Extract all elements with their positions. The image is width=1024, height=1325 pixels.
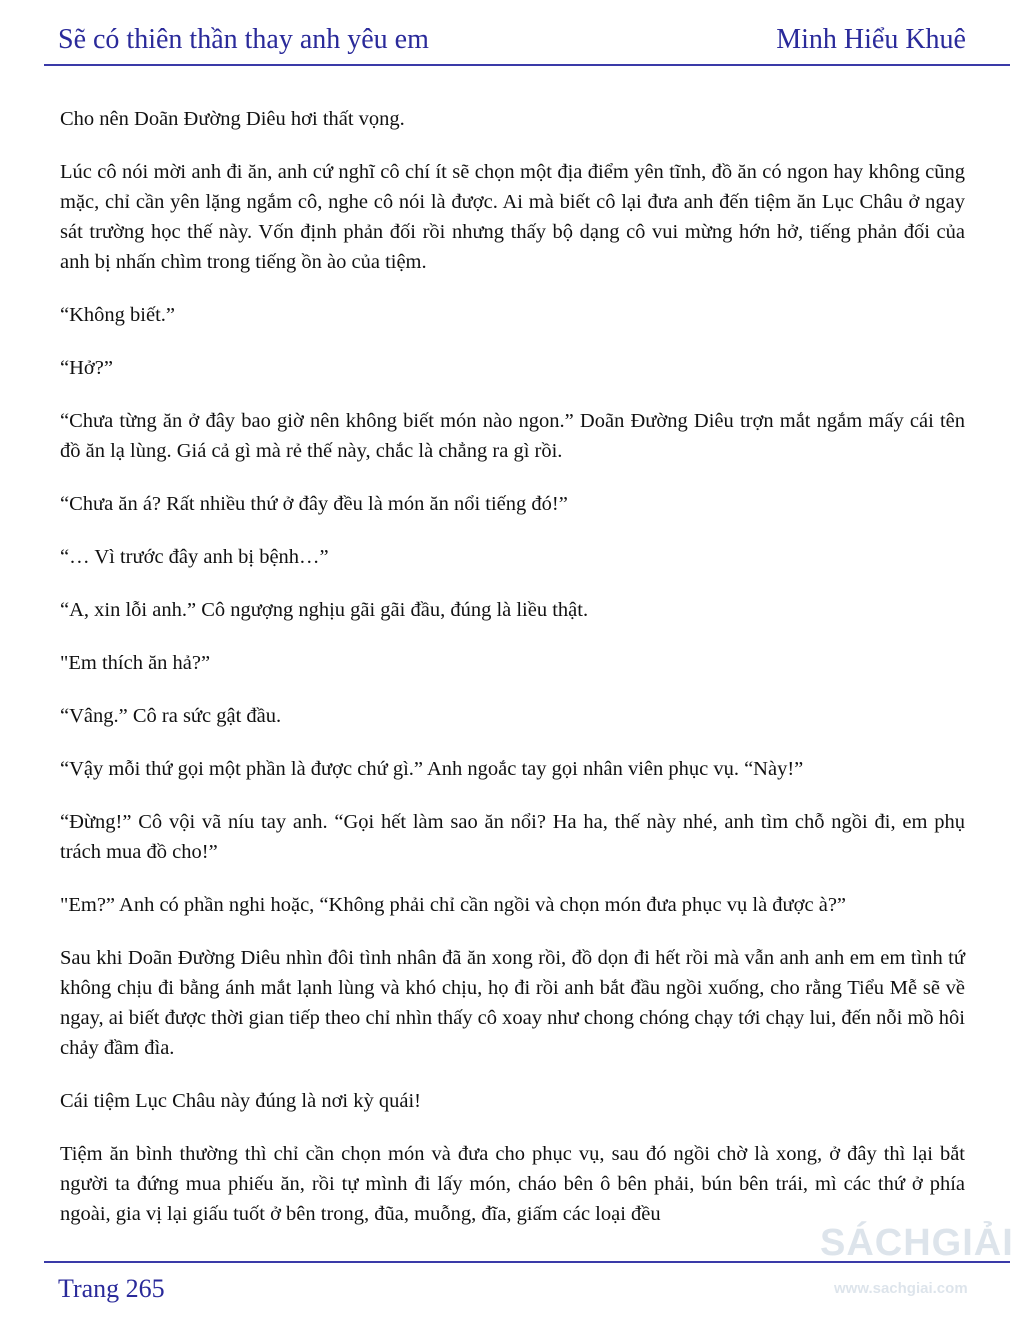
- page-body: [60, 104, 965, 1252]
- paragraph: "Em?” Anh có phần nghi hoặc, “Không phải chỉ cần ngồi và chọn món đưa phục vụ là được à?”: [60, 894, 847, 916]
- paragraph: "Em thích ăn hả?”: [60, 652, 211, 674]
- paragraph: Sau khi Doãn Đường Diêu nhìn đôi tình nhân đã ăn xong rồi, đồ dọn đi hết rồi mà vẫn anh anh em em tình tứ không chịu đi bằng ánh mắt lạnh lùng và khó chịu, họ đi rồi anh bắt đầu ngồi xuống, cho rằng Tiểu Mễ sẽ về ngay, ai biết được thời gian tiếp theo chỉ nhìn thấy cô xoay như chong chóng chạy tới chạy lui, đến nỗi mồ hôi chảy đầm đìa.: [60, 947, 965, 1059]
- watermark-url: www.sachgiai.com: [834, 1280, 968, 1297]
- paragraph: Cái tiệm Lục Châu này đúng là nơi kỳ quái!: [60, 1090, 421, 1112]
- paragraph: Cho nên Doãn Đường Diêu hơi thất vọng.: [60, 108, 405, 130]
- watermark: [820, 1218, 1020, 1318]
- paragraph: “Chưa ăn á? Rất nhiều thứ ở đây đều là món ăn nổi tiếng đó!”: [60, 493, 568, 515]
- paragraph: “Vậy mỗi thứ gọi một phần là được chứ gì.” Anh ngoắc tay gọi nhân viên phục vụ. “Này!”: [60, 758, 804, 780]
- paragraph: “Đừng!” Cô vội vã níu tay anh. “Gọi hết làm sao ăn nổi? Ha ha, thế này nhé, anh tìm chỗ ngồi đi, em phụ trách mua đồ cho!”: [60, 811, 965, 863]
- page-number: Trang 265: [58, 1274, 165, 1303]
- paragraph: “Không biết.”: [60, 304, 175, 326]
- watermark-logo: SÁCHGIẢI: [820, 1222, 1014, 1264]
- paragraph: Tiệm ăn bình thường thì chỉ cần chọn món và đưa cho phục vụ, sau đó ngồi chờ là xong, ở đây thì lại bắt người ta đứng mua phiếu ăn, rồi tự mình đi lấy món, cháo bên ô bên phải, bún bên trái, mì các thứ ở phía ngoài, gia vị lại giấu tuốt ở bên trong, đũa, muỗng, đĩa, giấm các loại đều: [60, 1143, 965, 1225]
- paragraph: “… Vì trước đây anh bị bệnh…”: [60, 546, 329, 568]
- paragraph: “Chưa từng ăn ở đây bao giờ nên không biết món nào ngon.” Doãn Đường Diêu trợn mắt ngắm mấy cái tên đồ ăn lạ lùng. Giá cả gì mà rẻ thế này, chắc là chẳng ra gì rồi.: [60, 410, 965, 462]
- paragraph: “Vâng.” Cô ra sức gật đầu.: [60, 705, 282, 727]
- paragraph: Lúc cô nói mời anh đi ăn, anh cứ nghĩ cô chí ít sẽ chọn một địa điểm yên tĩnh, đồ ăn có ngon hay không cũng mặc, chỉ cần yên lặng ngắm cô, nghe cô nói là được. Ai mà biết cô lại đưa anh đến tiệm ăn Lục Châu ở ngay sát trường học thế này. Vốn định phản đối rồi nhưng thấy bộ dạng cô vui mừng hớn hở, tiếng phản đối của anh bị nhấn chìm trong tiếng ồn ào của tiệm.: [60, 161, 965, 273]
- author-name: Minh Hiểu Khuê: [776, 24, 966, 55]
- header-divider: [44, 64, 1010, 66]
- paragraph: “A, xin lỗi anh.” Cô ngượng nghịu gãi gãi đầu, đúng là liều thật.: [60, 599, 589, 621]
- paragraph: “Hở?”: [60, 357, 113, 379]
- book-title: Sẽ có thiên thần thay anh yêu em: [58, 24, 429, 55]
